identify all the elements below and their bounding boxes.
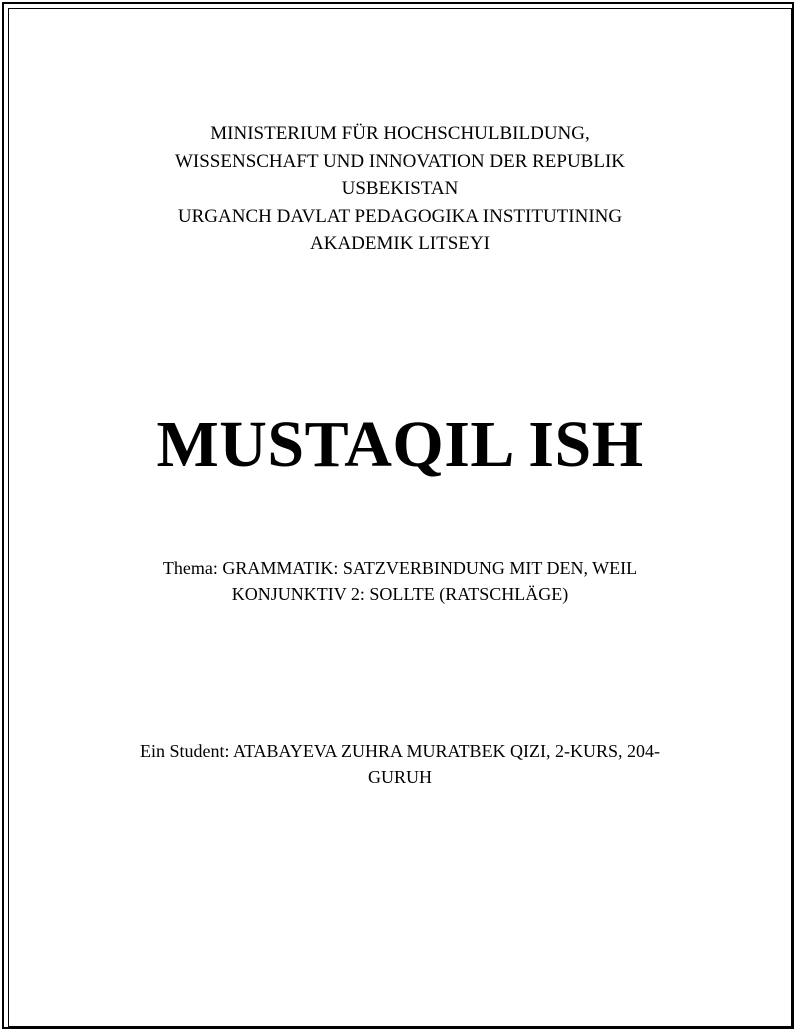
header-line-institute: URGANCH DAVLAT PEDAGOGIKA INSTITUTINING [177,205,623,227]
header-line-country: USBEKISTAN [341,178,459,199]
header-line-science: WISSENSCHAFT UND INNOVATION DER REPUBLIK [174,150,626,172]
student-line-1: Ein Student: ATABAYEVA ZUHRA MURATBEK QIZI, 2-KURS, 204- [139,741,661,761]
header-line-lyceum: AKADEMIK LITSEYI [310,233,490,254]
header-line-ministry: MINISTERIUM FÜR HOCHSCHULBILDUNG, [210,123,590,144]
institution-header [0,120,800,258]
theme-line-2: KONJUNKTIV 2: SOLLTE (RATSCHLÄGE) [231,584,569,604]
student-line-2: GURUH [367,767,432,787]
theme-line-1: Thema: GRAMMATIK: SATZVERBINDUNG MIT DEN, WEIL [162,558,638,578]
student-block [0,738,800,790]
document-title: MUSTAQIL ISH [156,408,644,481]
theme-block [0,555,800,607]
